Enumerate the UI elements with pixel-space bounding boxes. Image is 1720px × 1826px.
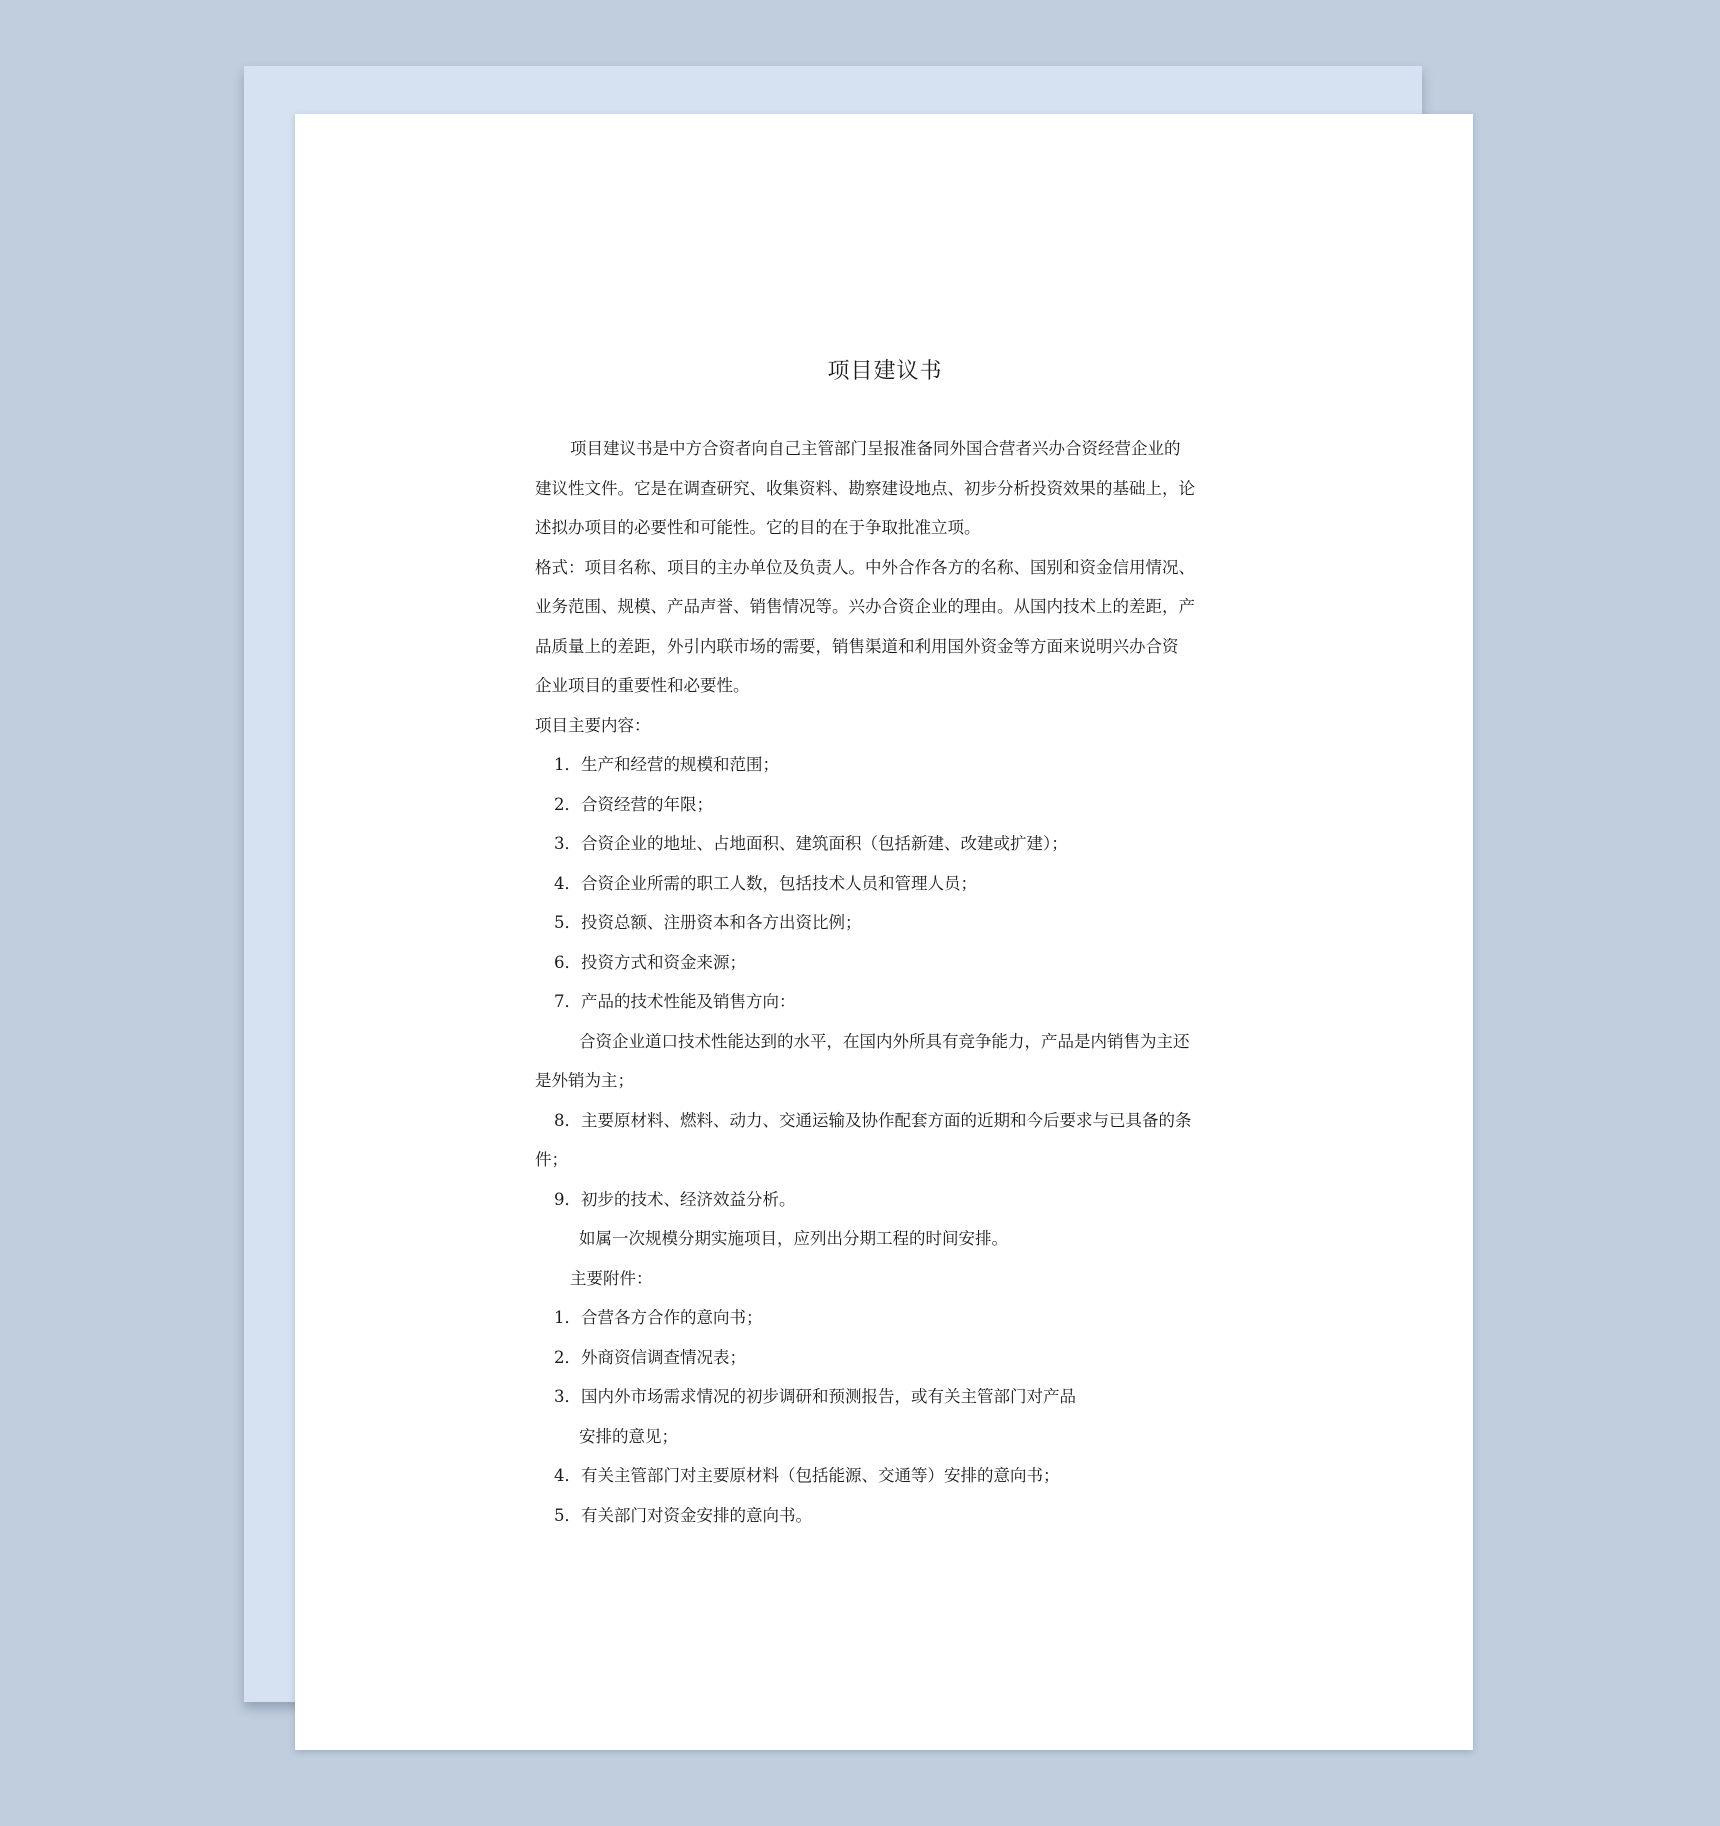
document-line: 2．外商资信调查情况表； (554, 1347, 746, 1367)
document-line: 件； (535, 1150, 568, 1169)
document-line: 合资企业道口技术性能达到的水平，在国内外所具有竞争能力，产品是内销售为主还 (579, 1031, 1190, 1051)
document-line: 格式：项目名称、项目的主办单位及负责人。中外合作各方的名称、国别和资金信用情况、 (535, 557, 1195, 577)
document-line: 1．合营各方合作的意向书； (554, 1308, 763, 1327)
document-line: 主要附件： (570, 1268, 653, 1288)
document-line: 7．产品的技术性能及销售方向： (554, 992, 796, 1011)
document-lines (535, 429, 1235, 1535)
document-body (535, 354, 1235, 1535)
front-page-sheet (295, 114, 1473, 1750)
document-line: 业务范围、规模、产品声誉、销售情况等。兴办合资企业的理由。从国内技术上的差距，产 (535, 597, 1195, 616)
document-line: 5．投资总额、注册资本和各方出资比例； (554, 913, 862, 932)
document-line: 企业项目的重要性和必要性。 (535, 676, 750, 695)
document-line: 4．合资企业所需的职工人数，包括技术人员和管理人员； (554, 873, 977, 893)
document-line: 3．合资企业的地址、占地面积、建筑面积（包括新建、改建或扩建）； (554, 834, 1068, 853)
document-line: 建议性文件。它是在调查研究、收集资料、勘察建设地点、初步分析投资效果的基础上，论 (535, 478, 1195, 498)
document-line: 项目建议书是中方合资者向自己主管部门呈报准备同外国合营者兴办合资经营企业的 (570, 439, 1181, 458)
document-line: 6．投资方式和资金来源； (554, 952, 746, 972)
document-line: 述拟办项目的必要性和可能性。它的目的在于争取批准立项。 (535, 518, 981, 537)
document-line: 是外销为主； (535, 1071, 634, 1090)
document-line: 安排的意见； (579, 1426, 678, 1446)
document-line: 3．国内外市场需求情况的初步调研和预测报告，或有关主管部门对产品 (554, 1387, 1076, 1406)
document-line: 如属一次规模分期实施项目，应列出分期工程的时间安排。 (579, 1229, 1008, 1248)
document-line: 5．有关部门对资金安排的意向书。 (554, 1505, 812, 1525)
document-title: 项目建议书 (827, 359, 943, 384)
document-line: 2．合资经营的年限； (554, 794, 713, 814)
document-line: 1．生产和经营的规模和范围； (554, 755, 779, 774)
document-line: 8．主要原材料、燃料、动力、交通运输及协作配套方面的近期和今后要求与已具备的条 (554, 1110, 1192, 1130)
document-line: 品质量上的差距，外引内联市场的需要，销售渠道和利用国外资金等方面来说明兴办合资 (535, 636, 1179, 656)
document-line: 项目主要内容： (535, 715, 651, 735)
document-line: 4．有关主管部门对主要原材料（包括能源、交通等）安排的意向书； (554, 1466, 1060, 1485)
document-line: 9．初步的技术、经济效益分析。 (554, 1189, 796, 1209)
